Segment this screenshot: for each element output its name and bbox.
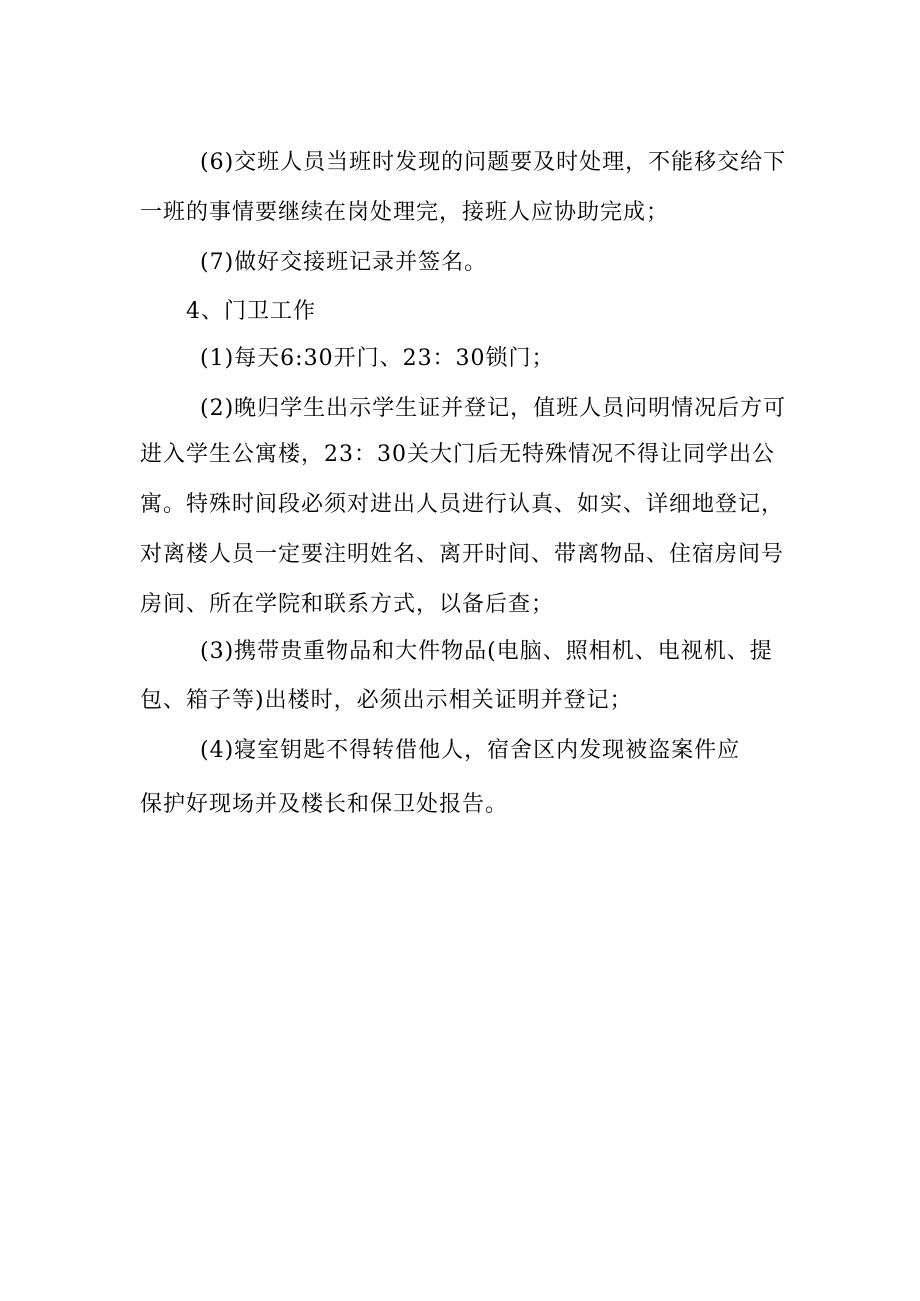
paragraph-line-1: (6)交班人员当班时发现的问题要及时处理，不能移交给下 [200, 150, 787, 175]
paragraph-line-6: 进入学生公寓楼，23：30关大门后无特殊情况不得让同学出公 [140, 442, 775, 467]
paragraph-line-12: (4)寝室钥匙不得转借他人，宿舍区内发现被盗案件应 [200, 738, 741, 763]
paragraph-line-3: (7)做好交接班记录并签名。 [200, 250, 488, 275]
paragraph-line-10: (3)携带贵重物品和大件物品(电脑、照相机、电视机、提 [200, 639, 773, 664]
paragraph-line-5: (2)晚归学生出示学生证并登记，值班人员问明情况后方可 [200, 396, 787, 421]
paragraph-line-7: 寓。特殊时间段必须对进出人员进行认真、如实、详细地登记， [140, 492, 785, 517]
paragraph-line-13: 保护好现场并及楼长和保卫处报告。 [140, 792, 509, 817]
paragraph-line-8: 对离楼人员一定要注明姓名、离开时间、带离物品、住宿房间号 [140, 542, 785, 567]
paragraph-line-11: 包、箱子等)出楼时，必须出示相关证明并登记； [140, 688, 633, 713]
paragraph-line-9: 房间、所在学院和联系方式，以备后查； [140, 592, 555, 617]
paragraph-line-2: 一班的事情要继续在岗处理完，接班人应协助完成； [140, 200, 670, 225]
paragraph-line-4: (1)每天6:30开门、23：30锁门； [200, 346, 555, 371]
section-heading: 4、门卫工作 [186, 299, 316, 324]
